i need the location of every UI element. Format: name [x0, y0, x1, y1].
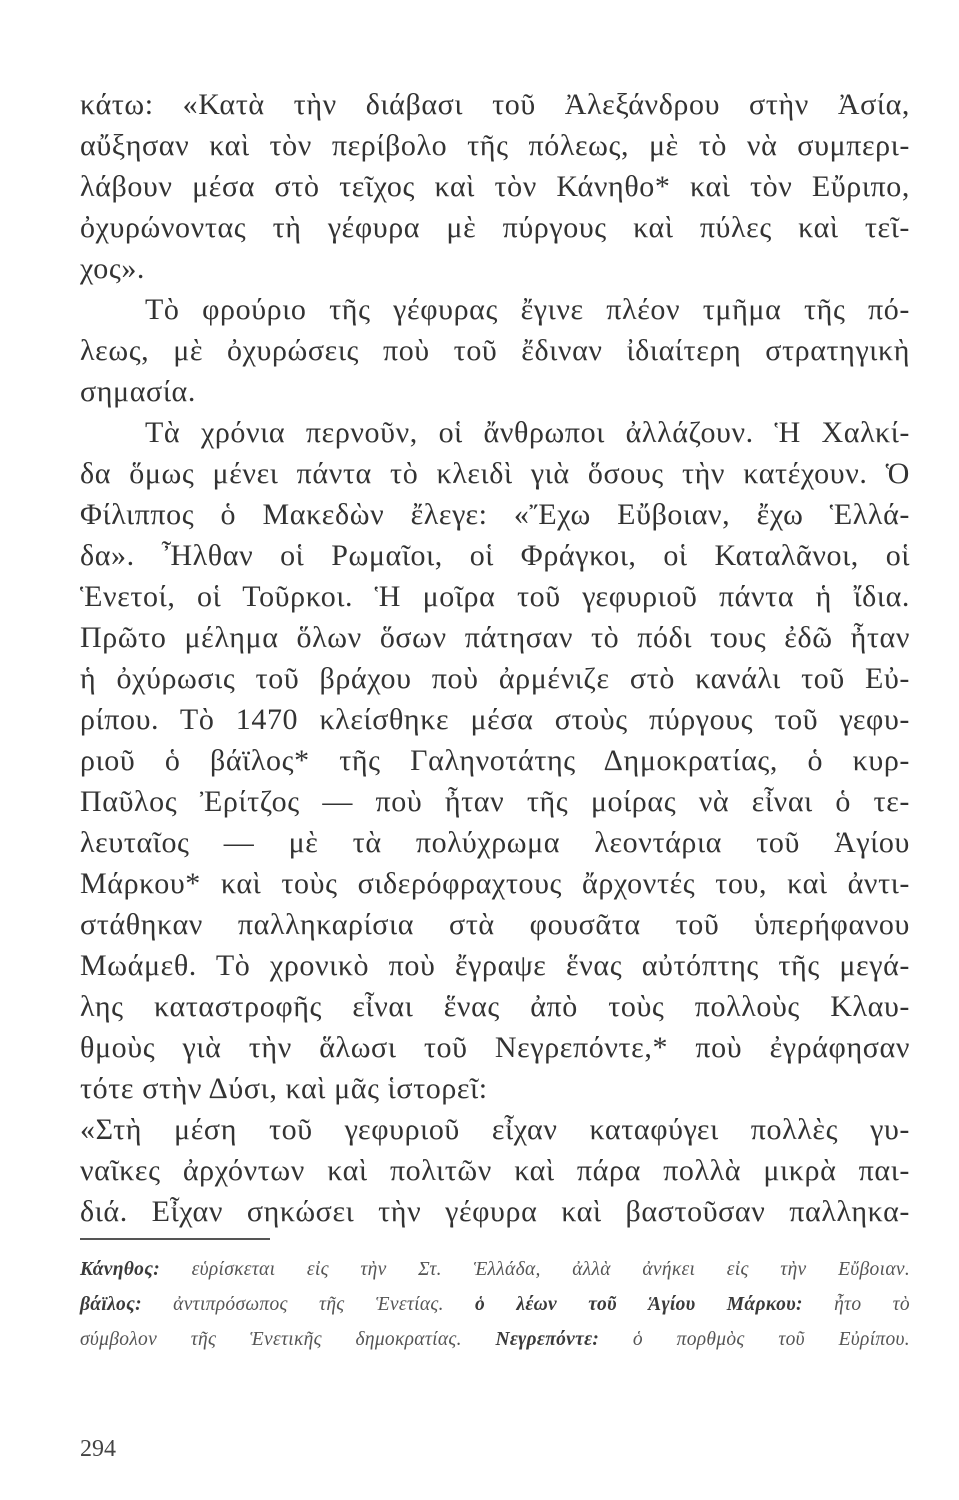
body-text-line: ριοῦ ὁ βάϊλος* τῆς Γαληνοτάτης Δημοκρατίας, ὁ κυρ- [80, 744, 910, 777]
body-text-line: δα ὅμως μένει πάντα τὸ κλειδὶ γιὰ ὅσους τὴν κατέχουν. Ὁ [80, 457, 910, 490]
footnote-text: σύμβολον τῆς Ἑνετικῆς δημοκρατίας. [80, 1329, 496, 1350]
footnote-line [80, 1256, 910, 1284]
body-text-line: Μωάμεθ. Τὸ χρονικὸ ποὺ ἔγραψε ἕνας αὐτόπτης τῆς μεγά- [80, 949, 910, 982]
body-text-line: ὀχυρώνοντας τὴ γέφυρα μὲ πύργους καὶ πύλες καὶ τεῖ- [80, 211, 910, 244]
body-text-line: λάβουν μέσα στὸ τεῖχος καὶ τὸν Κάνηθο* καὶ τὸν Εὔριπο, [80, 170, 910, 203]
body-text-line: ναῖκες ἀρχόντων καὶ πολιτῶν καὶ πάρα πολλὰ μικρὰ παι- [80, 1154, 910, 1187]
body-text-line: «Στὴ μέση τοῦ γεφυριοῦ εἶχαν καταφύγει πολλὲς γυ- [80, 1113, 910, 1146]
body-text-line: στάθηκαν παλληκαρίσια στὰ φουσᾶτα τοῦ ὑπερήφανου [80, 908, 910, 941]
body-text-line: αὔξησαν καὶ τὸν περίβολο τῆς πόλεως, μὲ τὸ νὰ συμπερι- [80, 129, 910, 162]
footnote-term: Κάνηθος: [80, 1259, 161, 1280]
footnote-text: ἀντιπρόσωπος τῆς Ἑνετίας. [141, 1294, 476, 1315]
page-number: 294 [80, 1436, 116, 1462]
footnote-divider [80, 1238, 270, 1240]
body-text-line: Τὰ χρόνια περνοῦν, οἱ ἄνθρωποι ἀλλάζουν. Ἡ Χαλκί- [145, 416, 910, 449]
body-text-line: Φίλιππος ὁ Μακεδὼν ἔλεγε: «Ἔχω Εὔβοιαν, ἔχω Ἑλλά- [80, 498, 910, 531]
footnote-term: βάϊλος: [80, 1294, 142, 1315]
body-text-line: δα». Ἦλθαν οἱ Ρωμαῖοι, οἱ Φράγκοι, οἱ Καταλᾶνοι, οἱ [80, 539, 910, 572]
body-text-line: λευταῖος — μὲ τὰ πολύχρωμα λεοντάρια τοῦ Ἁγίου [80, 826, 910, 859]
footnote-term: Νεγρεπόντε: [495, 1329, 600, 1350]
footnote-text: ὁ πορθμὸς τοῦ Εὐρίπου. [599, 1329, 910, 1350]
footnote-line [80, 1326, 910, 1354]
body-text-line: Μάρκου* καὶ τοὺς σιδερόφραχτους ἄρχοντές του, καὶ ἀντι- [80, 867, 910, 900]
body-text-line: ρίπου. Τὸ 1470 κλείσθηκε μέσα στοὺς πύργους τοῦ γεφυ- [80, 703, 910, 736]
body-text-line: διά. Εἶχαν σηκώσει τὴν γέφυρα καὶ βαστοῦσαν παλληκα- [80, 1195, 910, 1228]
footnote-text: ἦτο τὸ [802, 1294, 910, 1315]
footnote-line [80, 1291, 910, 1319]
body-text-line: τότε στὴν Δύσι, καὶ μᾶς ἱστορεῖ: [80, 1072, 488, 1105]
body-text-line: Πρῶτο μέλημα ὅλων ὅσων πάτησαν τὸ πόδι τους ἐδῶ ἦταν [80, 621, 910, 654]
body-text-line: σημασία. [80, 375, 196, 408]
body-text-line: λεως, μὲ ὀχυρώσεις ποὺ τοῦ ἔδιναν ἰδιαίτερη στρατηγικὴ [80, 334, 910, 367]
body-text-line: θμοὺς γιὰ τὴν ἅλωσι τοῦ Νεγρεπόντε,* ποὺ ἐγράφησαν [80, 1031, 910, 1064]
body-text-line: κάτω: «Κατὰ τὴν διάβασι τοῦ Ἀλεξάνδρου στὴν Ἀσία, [80, 88, 910, 121]
body-text-line: Ἑνετοί, οἱ Τοῦρκοι. Ἡ μοῖρα τοῦ γεφυριοῦ πάντα ἡ ἴδια. [80, 580, 910, 613]
body-text-line: ἡ ὀχύρωσις τοῦ βράχου ποὺ ἀρμένιζε στὸ κανάλι τοῦ Εὐ- [80, 662, 910, 695]
body-text-line: Τὸ φρούριο τῆς γέφυρας ἔγινε πλέον τμῆμα τῆς πό- [145, 293, 910, 326]
body-text-line: χος». [80, 252, 146, 285]
body-text-line: λης καταστροφῆς εἶναι ἕνας ἀπὸ τοὺς πολλοὺς Κλαυ- [80, 990, 910, 1023]
footnote-text: εὑρίσκεται εἰς τὴν Στ. Ἑλλάδα, ἀλλὰ ἀνήκει εἰς τὴν Εὔβοιαν. [160, 1259, 910, 1280]
footnote-term: ὁ λέων τοῦ Ἁγίου Μάρκου: [475, 1294, 803, 1315]
body-text-line: Παῦλος Ἐρίτζος — ποὺ ἦταν τῆς μοίρας νὰ εἶναι ὁ τε- [80, 785, 910, 818]
